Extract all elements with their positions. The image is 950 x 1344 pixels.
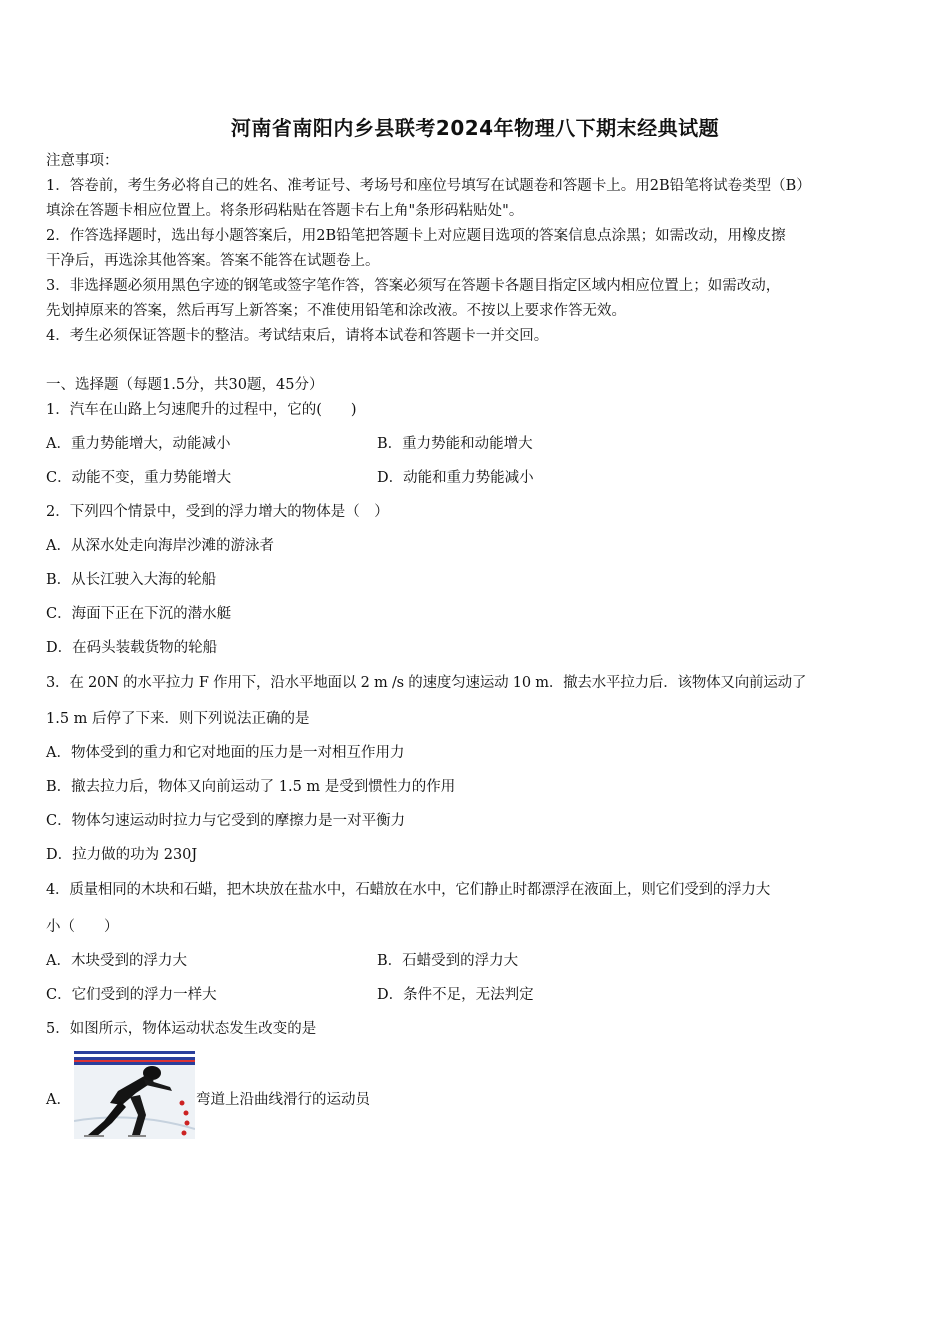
question-2-stem: 2．下列四个情景中，受到的浮力增大的物体是（ ） bbox=[46, 504, 389, 520]
question-3-stem: 3．在 20N 的水平拉力 F 作用下，沿水平地面以 2 m /s 的速度匀速运动 10 m．撤去水平拉力后．该物体又向前运动了 bbox=[46, 675, 807, 691]
question-4-option-c: C．它们受到的浮力一样大 bbox=[46, 987, 217, 1003]
question-1-option-b: B．重力势能和动能增大 bbox=[377, 436, 533, 452]
speed-skater-image bbox=[74, 1051, 195, 1139]
question-3-option-d: D．拉力做的功为 230J bbox=[46, 847, 198, 863]
question-1-option-a: A．重力势能增大，动能减小 bbox=[46, 436, 231, 452]
notice-line: 3．非选择题必须用黑色字迹的钢笔或签字笔作答，答案必须写在答题卡各题目指定区域内相应位置上；如需改动， bbox=[46, 278, 781, 294]
notice-line: 1．答卷前，考生务必将自己的姓名、准考证号、考场号和座位号填写在试题卷和答题卡上。用2B铅笔将试卷类型（B） bbox=[46, 178, 811, 194]
notice-line: 先划掉原来的答案，然后再写上新答案；不准使用铅笔和涂改液。不按以上要求作答无效。 bbox=[46, 303, 626, 319]
question-2-option-a: A．从深水处走向海岸沙滩的游泳者 bbox=[46, 538, 274, 554]
question-5-option-a-text: 弯道上沿曲线滑行的运动员 bbox=[196, 1092, 370, 1108]
page-title: 河南省南阳内乡县联考2024年物理八下期末经典试题 bbox=[230, 116, 720, 140]
notice-heading: 注意事项： bbox=[46, 153, 119, 169]
question-4-stem-continued: 小（ ） bbox=[46, 919, 119, 935]
question-1-option-d: D．动能和重力势能减小 bbox=[377, 470, 534, 486]
question-2-option-d: D．在码头装载货物的轮船 bbox=[46, 640, 218, 656]
question-4-option-d: D．条件不足，无法判定 bbox=[377, 987, 534, 1003]
notice-line: 填涂在答题卡相应位置上。将条形码粘贴在答题卡右上角"条形码粘贴处"。 bbox=[46, 203, 524, 219]
question-4-stem: 4．质量相同的木块和石蜡，把木块放在盐水中，石蜡放在水中，它们静止时都漂浮在液面上，则它们受到的浮力大 bbox=[46, 882, 771, 898]
question-2-option-c: C．海面下正在下沉的潜水艇 bbox=[46, 606, 232, 622]
question-3-option-b: B．撤去拉力后，物体又向前运动了 1.5 m 是受到惯性力的作用 bbox=[46, 779, 456, 795]
notice-line: 干净后，再选涂其他答案。答案不能答在试题卷上。 bbox=[46, 253, 380, 269]
notice-line: 4．考生必须保证答题卡的整洁。考试结束后，请将本试卷和答题卡一并交回。 bbox=[46, 328, 549, 344]
question-5-stem: 5．如图所示，物体运动状态发生改变的是 bbox=[46, 1021, 317, 1037]
question-3-option-c: C．物体匀速运动时拉力与它受到的摩擦力是一对平衡力 bbox=[46, 813, 406, 829]
question-3-stem-continued: 1.5 m 后停了下来．则下列说法正确的是 bbox=[46, 711, 310, 727]
question-1-stem: 1．汽车在山路上匀速爬升的过程中，它的( ) bbox=[46, 402, 357, 418]
notice-line: 2．作答选择题时，选出每小题答案后，用2B铅笔把答题卡上对应题目选项的答案信息点涂黑；如需改动，用橡皮擦 bbox=[46, 228, 786, 244]
section-heading: 一、选择题（每题1.5分，共30题，45分） bbox=[46, 377, 324, 393]
question-1-option-c: C．动能不变，重力势能增大 bbox=[46, 470, 232, 486]
question-5-option-a-label: A． bbox=[46, 1092, 71, 1108]
question-4-option-a: A．木块受到的浮力大 bbox=[46, 953, 187, 969]
question-2-option-b: B．从长江驶入大海的轮船 bbox=[46, 572, 217, 588]
question-4-option-b: B．石蜡受到的浮力大 bbox=[377, 953, 519, 969]
question-3-option-a: A．物体受到的重力和它对地面的压力是一对相互作用力 bbox=[46, 745, 405, 761]
